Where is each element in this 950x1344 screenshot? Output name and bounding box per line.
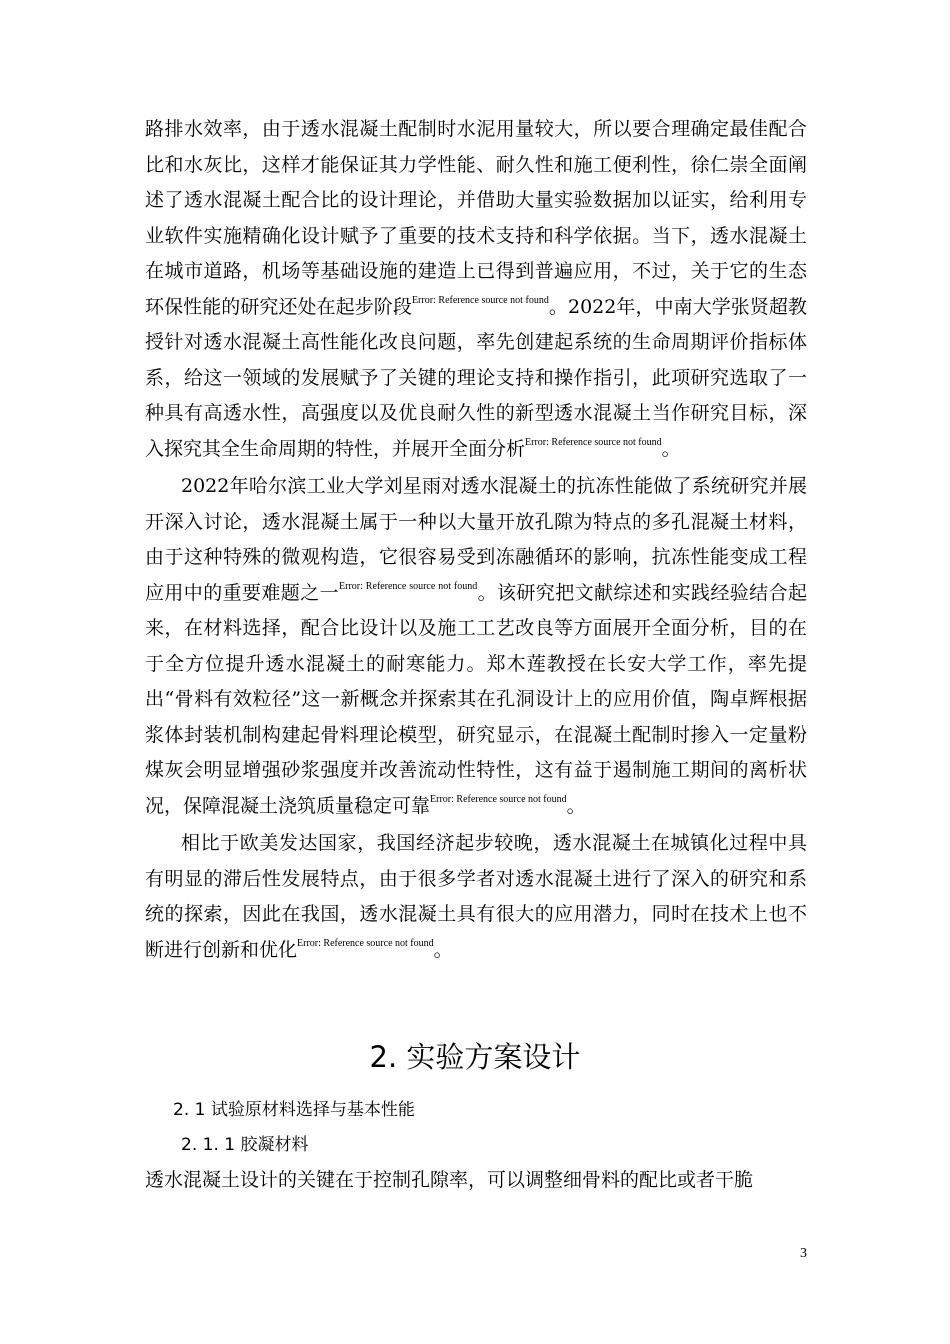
paragraph-3-text-a: 相比于欧美发达国家，我国经济起步较晚，透水混凝土在城镇化过程中具有明显的滞后性发展特点，由于很多学者对透水混凝土进行了深入的研究和系统的探索，因此在我国，透水混凝土具有很大的应用潜力，同时在技术上也不断进行创新和优化 xyxy=(145,832,807,961)
reference-error-3: Error: Reference source not found xyxy=(339,580,478,592)
reference-error-2: Error: Reference source not found xyxy=(525,436,662,448)
paragraph-1 xyxy=(145,112,807,467)
paragraph-2-text-b: 。该研究把文献综述和实践经验结合起来，在材料选择，配合比设计以及施工工艺改良等方面展开全面分析，目的在于全方位提升透水混凝土的耐寒能力。郑木莲教授在长安大学工作，率先提出“骨料有效粒径”这一新概念并探索其在孔洞设计上的应用价值，陶卓辉根据浆体封装机制构建起骨料理论模型，研究显示，在混凝土配制时掺入一定量粉煤灰会明显增强砂浆强度并改善流动性特性，这有益于遏制施工期间的离析状况，保障混凝土浇筑质量稳定可靠 xyxy=(145,581,807,817)
body-text-continued xyxy=(145,1163,807,1199)
body-text xyxy=(145,112,807,968)
section-heading: 2. 实验方案设计 xyxy=(369,1040,581,1074)
subsubsection-heading: 2. 1. 1 胶凝材料 xyxy=(181,1135,309,1155)
subsection-heading: 2. 1 试验原材料选择与基本性能 xyxy=(173,1100,415,1120)
reference-error-1: Error: Reference source not found xyxy=(411,294,549,306)
paragraph-2-text-c: 。 xyxy=(566,794,586,817)
paragraph-2 xyxy=(145,469,807,824)
paragraph-1-text-c: 。 xyxy=(661,437,681,460)
paragraph-4: 透水混凝土设计的关键在于控制孔隙率，可以调整细骨料的配比或者干脆 xyxy=(145,1169,754,1191)
paragraph-1-text-a: 路排水效率，由于透水混凝土配制时水泥用量较大，所以要合理确定最佳配合比和水灰比，这样才能保证其力学性能、耐久性和施工便利性，徐仁崇全面阐述了透水混凝土配合比的设计理论，并借助大量实验数据加以证实，给利用专业软件实施精确化设计赋予了重要的技术支持和科学依据。当下，透水混凝土在城市道路，机场等基础设施的建造上已得到普遍应用，不过，关于它的生态环保性能的研究还处在起步阶段 xyxy=(145,118,807,318)
reference-error-5: Error: Reference source not found xyxy=(297,937,434,949)
paragraph-1-text-b: 。2022年，中南大学张贤超教授针对透水混凝土高性能化改良问题，率先创建起系统的生命周期评价指标体系，给这一领域的发展赋予了关键的理论支持和操作指引，此项研究选取了一种具有高透水性，高强度以及优良耐久性的新型透水混凝土当作研究目标，深入探究其全生命周期的特性，并展开全面分析 xyxy=(145,295,808,460)
paragraph-3-text-b: 。 xyxy=(433,938,453,961)
paragraph-3 xyxy=(145,826,807,968)
paragraph-2-text-a: 2022年哈尔滨工业大学刘星雨对透水混凝土的抗冻性能做了系统研究并展开深入讨论，透水混凝土属于一种以大量开放孔隙为特点的多孔混凝土材料，由于这种特殊的微观构造，它很容易受到冻融循环的影响，抗冻性能变成工程应用中的重要难题之一 xyxy=(145,475,807,604)
page-number: 3 xyxy=(800,1246,807,1261)
reference-error-4: Error: Reference source not found xyxy=(430,793,567,805)
